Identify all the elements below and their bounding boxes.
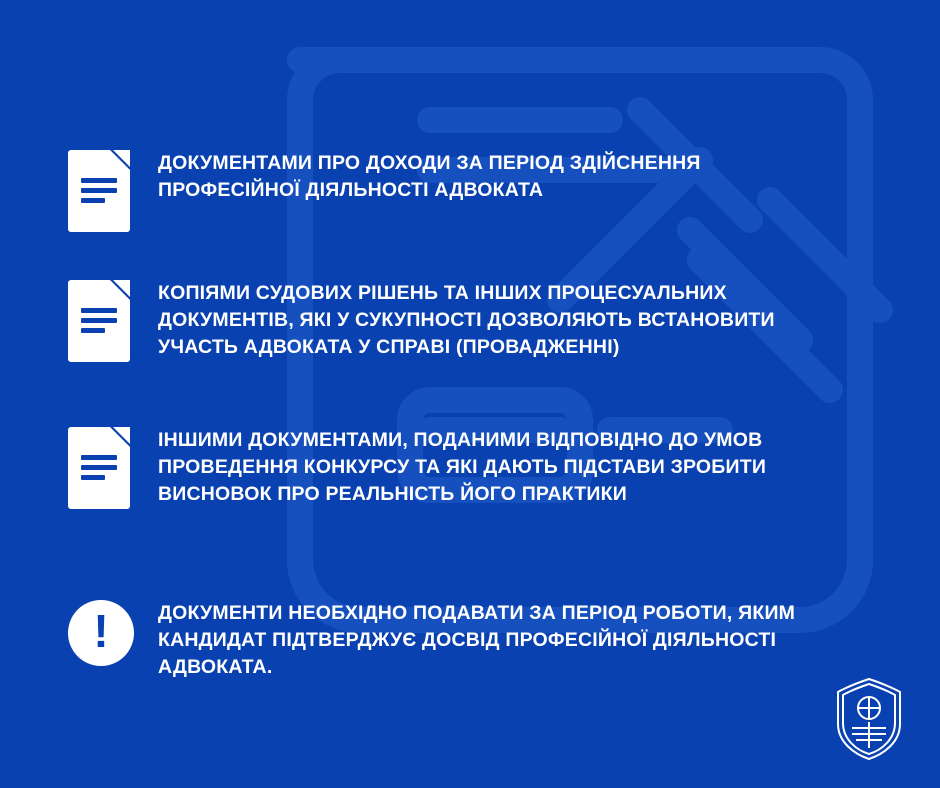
list-item-label: ДОКУМЕНТАМИ ПРО ДОХОДИ ЗА ПЕРІОД ЗДІЙСНЕННЯ ПРОФЕСІЙНОЇ ДІЯЛЬНОСТІ АДВОКАТА <box>158 152 701 201</box>
note-item <box>68 600 868 681</box>
list-item-label: КОПІЯМИ СУДОВИХ РІШЕНЬ ТА ІНШИХ ПРОЦЕСУАЛЬНИХ ДОКУМЕНТІВ, ЯКІ У СУКУПНОСТІ ДОЗВОЛЯЮТЬ ВСТАНОВИТИ УЧАСТЬ АДВОКАТА У СПРАВІ (ПРОВАДЖЕННІ) <box>158 282 775 358</box>
document-icon <box>68 427 130 509</box>
document-icon <box>68 150 130 232</box>
list-item <box>68 150 868 232</box>
list-item <box>68 280 868 362</box>
note-item-label: ДОКУМЕНТИ НЕОБХІДНО ПОДАВАТИ ЗА ПЕРІОД РОБОТИ, ЯКИМ КАНДИДАТ ПІДТВЕРДЖУЄ ДОСВІД ПРОФЕСІЙНОЇ ДІЯЛЬНОСТІ АДВОКАТА. <box>158 602 796 678</box>
document-icon <box>68 280 130 362</box>
exclamation-icon: ! <box>68 600 134 666</box>
list-item <box>68 427 868 509</box>
state-emblem-logo <box>828 676 910 762</box>
list-item-label: ІНШИМИ ДОКУМЕНТАМИ, ПОДАНИМИ ВІДПОВІДНО ДО УМОВ ПРОВЕДЕННЯ КОНКУРСУ ТА ЯКІ ДАЮТЬ ПІДСТАВИ ЗРОБИТИ ВИСНОВОК ПРО РЕАЛЬНІСТЬ ЙОГО ПРАКТИКИ <box>158 429 767 505</box>
